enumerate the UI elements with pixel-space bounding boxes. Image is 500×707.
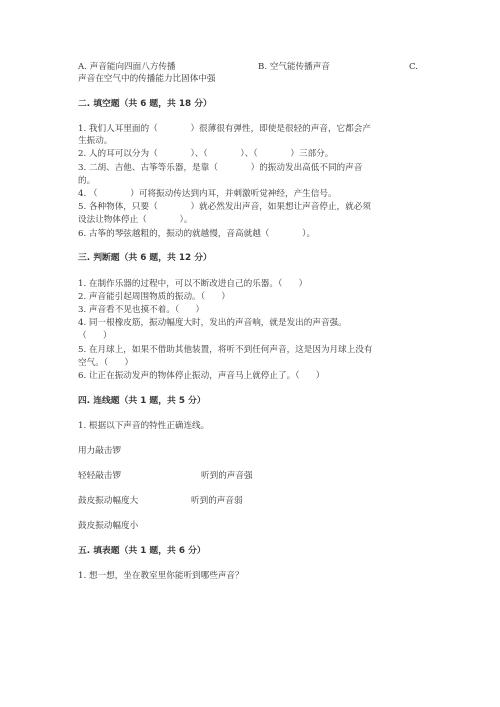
- true-false-line: 4. 同一根橡皮筋，振动幅度大时，发出的声音响，就是发出的声音强。: [78, 318, 347, 328]
- section-heading-table: 五. 填表题（共 1 题，共 6 分）: [78, 546, 206, 556]
- matching-left-item: 鼓皮振动幅度大: [78, 496, 139, 506]
- fill-blank-line: 5. 各种物体，只要（ ）就必然发出声音，如果想让声音停止，就必须: [78, 202, 371, 212]
- choice-b: B. 空气能传播声音: [258, 62, 330, 72]
- section-heading-true-false: 三. 判断题（共 6 题，共 12 分）: [78, 253, 212, 263]
- fill-blank-line: 3. 二胡、吉他、古筝等乐器，是靠（ ）的振动发出高低不同的声音: [78, 163, 363, 173]
- matching-question: 1. 根据以下声音的特性正确连线。: [78, 421, 210, 431]
- matching-right-item: 听到的声音强: [201, 471, 253, 481]
- choice-a: A. 声音能向四面八方传播: [78, 62, 176, 72]
- true-false-line: 5. 在月球上，如果不借助其他装置，将听不到任何声音，这是因为月球上没有: [78, 345, 373, 355]
- matching-right-item: 听到的声音弱: [191, 496, 243, 506]
- true-false-line: 2. 声音能引起周围物质的振动。（ ）: [78, 292, 230, 302]
- matching-left-item: 鼓皮振动幅度小: [78, 521, 139, 531]
- matching-left-item: 轻轻敲击锣: [78, 471, 121, 481]
- section-heading-fill-blank: 二. 填空题（共 6 题，共 18 分）: [78, 99, 212, 109]
- true-false-line: 6. 让正在振动发声的物体停止振动，声音马上就停止了。（ ）: [78, 371, 325, 381]
- fill-blank-line: 的。: [78, 176, 96, 186]
- fill-blank-line: 6. 古筝的琴弦越粗的，振动的就越慢，音高就越（ ）。: [78, 229, 316, 239]
- fill-blank-line: 1. 我们人耳里面的（ ）很薄很有弹性，即使是很轻的声音，它都会产: [78, 124, 371, 134]
- true-false-line: 3. 声音看不见也摸不着。（ ）: [78, 305, 205, 315]
- fill-blank-line: 4. （ ）可将振动传达到内耳，并刺激听觉神经，产生信号。: [78, 189, 337, 199]
- true-false-line: 空气。（ ）: [78, 358, 134, 368]
- true-false-line: （ ）: [78, 331, 112, 341]
- table-question: 1. 想一想，坐在教室里你能听到哪些声音？: [78, 571, 244, 581]
- true-false-line: 1. 在制作乐器的过程中，可以不断改进自己的乐器。（ ）: [78, 279, 308, 289]
- choice-c-label: C.: [409, 62, 419, 72]
- choice-c-text: 声音在空气中的传播能力比固体中强: [78, 74, 216, 84]
- fill-blank-line: 2. 人的耳可以分为（ ）、（ ）、（ ）三部分。: [78, 149, 334, 159]
- fill-blank-line: 设法让物体停止（ ）。: [78, 215, 193, 225]
- matching-left-item: 用力敲击锣: [78, 446, 121, 456]
- section-heading-matching: 四. 连线题（共 1 题，共 5 分）: [78, 396, 206, 406]
- fill-blank-line: 生振动。: [78, 136, 113, 146]
